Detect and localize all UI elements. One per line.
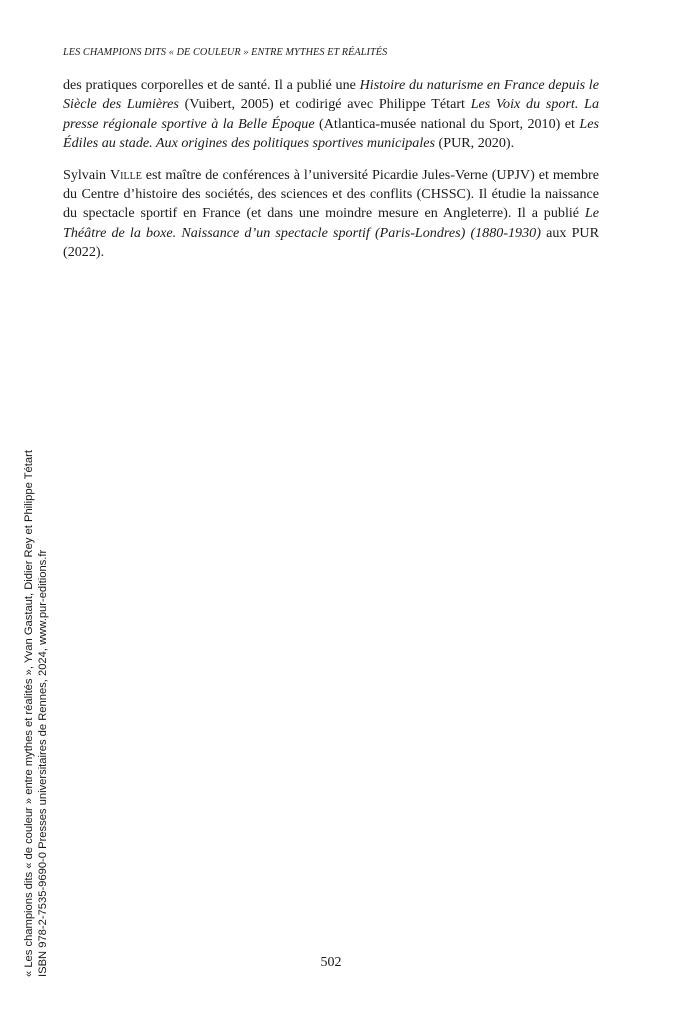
side-note-line-1: « Les champions dits « de couleur » entre mythes et réalités », Yvan Gastaut, Didier Rey et Philippe Tétart	[23, 450, 35, 977]
p1-text-1: des pratiques corporelles et de santé. Il a publié une	[63, 77, 360, 93]
p1-text-2: (Vuibert, 2005) et codirigé avec Philippe Tétart	[178, 96, 471, 113]
author-first-name: Sylvain	[63, 166, 110, 183]
p1-book-title-voix-du-sport: Les Voix du sport. La presse régionale sportive à la Belle Époque	[63, 96, 599, 132]
p1-book-title-naturisme: Histoire du naturisme en France depuis le Siècle des Lumières	[63, 77, 599, 113]
p2-text-1: est maître de conférences à l’université Picardie Jules-Verne (UPJV) et membre du Centre d’histoire des sociétés, des sciences et des conflits (CHSSC). Il étudie la naissance du spectacle sportif en France (et dans une moindre mesure en Angleterre). Il a publié	[63, 166, 599, 222]
running-head: LES CHAMPIONS DITS « DE COULEUR » ENTRE MYTHES ET RÉALITÉS	[63, 47, 388, 58]
p1-book-title-ediles: Les Édiles au stade. Aux origines des politiques sportives municipales	[63, 115, 599, 152]
paragraph-gastaut-bio-end	[63, 76, 599, 154]
page-number: 502	[320, 955, 342, 970]
p1-text-4: (PUR, 2020).	[435, 135, 515, 152]
author-last-name: Ville	[110, 166, 142, 183]
p1-text-3: (Atlantica-musée national du Sport, 2010) et	[314, 115, 580, 132]
p2-book-title-theatre-boxe: Le Théâtre de la boxe. Naissance d’un spectacle sportif (Paris-Londres) (1880-1930)	[63, 205, 599, 241]
paragraph-ville-bio	[63, 166, 599, 263]
side-note-line-2: ISBN 978-2-7535-9690-0 Presses universitaires de Rennes, 2024, www.pur-editions.fr	[36, 549, 49, 977]
copyright-side-note	[23, 450, 50, 977]
p2-text-2: aux PUR (2022).	[63, 224, 599, 261]
body-text	[63, 76, 599, 275]
